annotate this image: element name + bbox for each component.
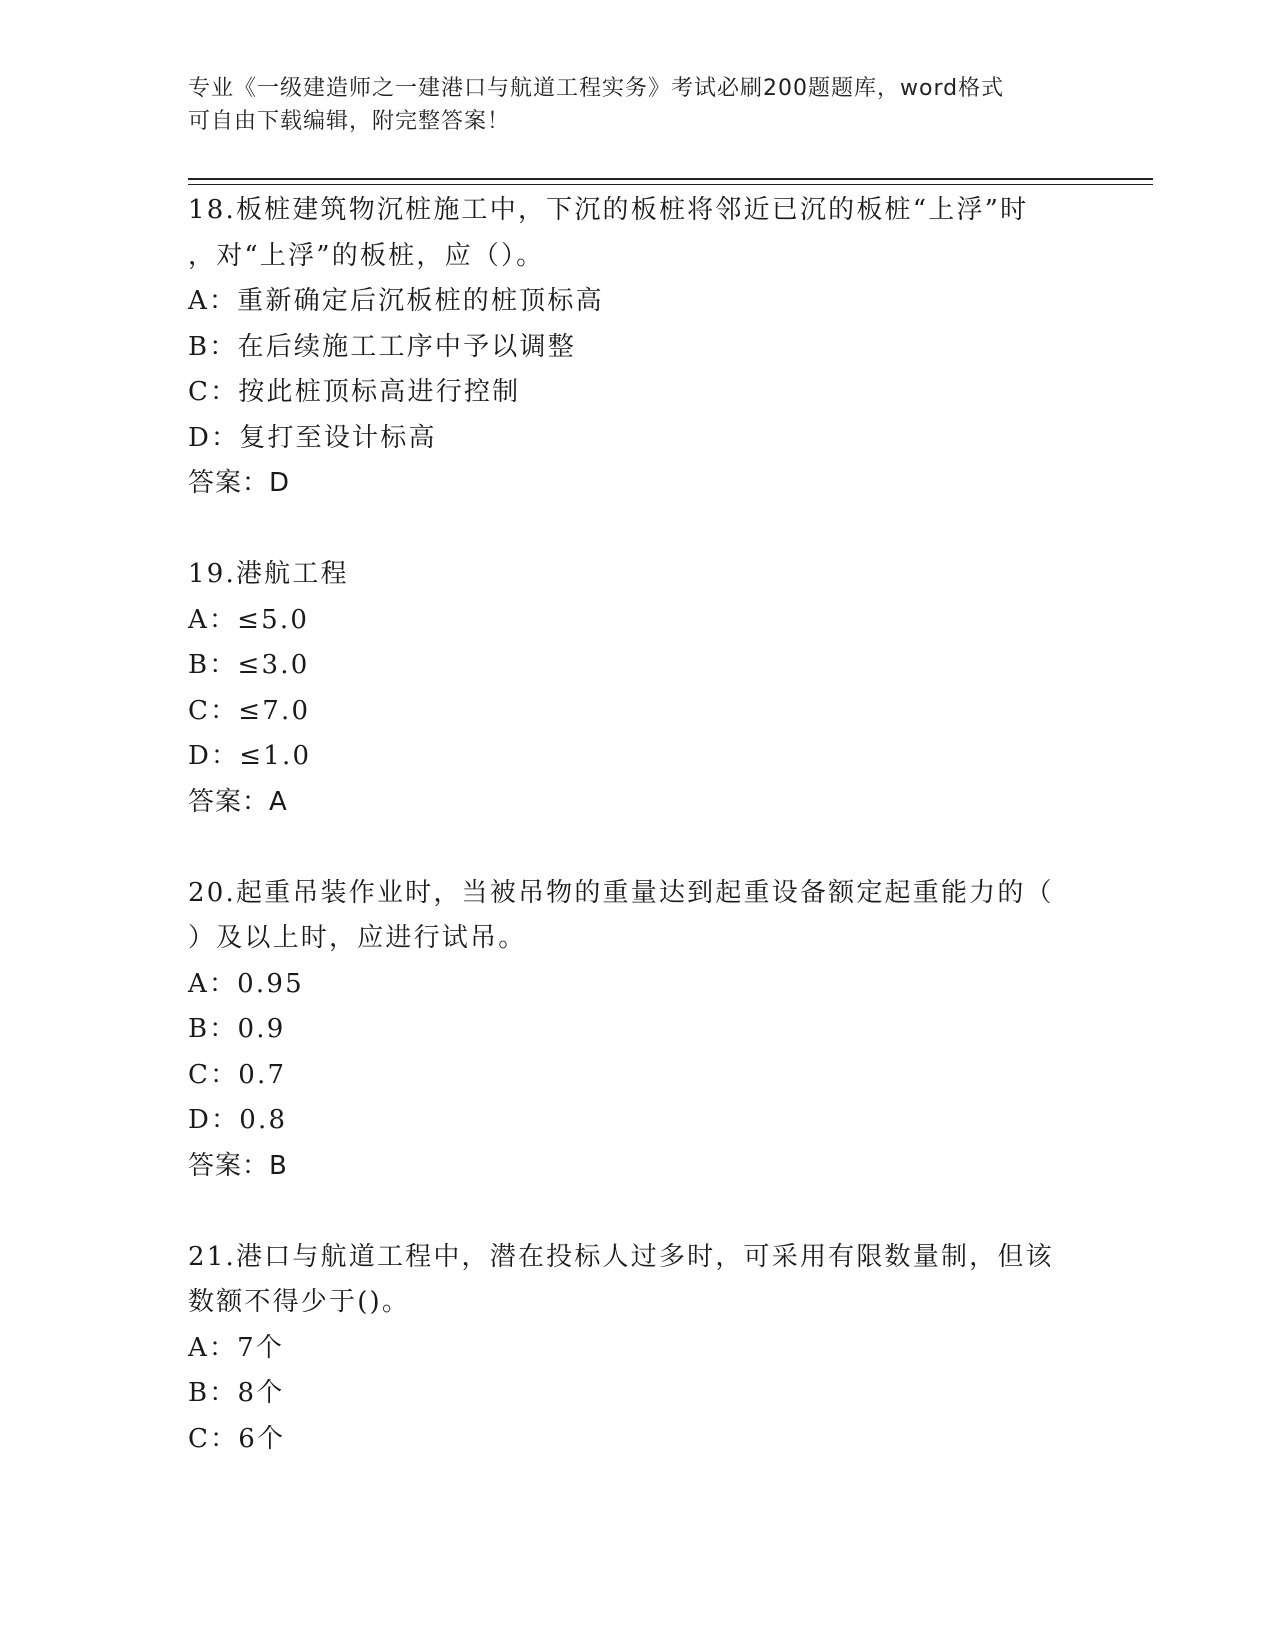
- question-20: [188, 871, 1088, 1235]
- question-spacer: [188, 825, 1088, 871]
- question-stem-line: ）及以上时，应进行试吊。: [188, 923, 527, 953]
- option-d: D：复打至设计标高: [188, 422, 437, 453]
- option-a: A：7个: [188, 1332, 285, 1363]
- option-b: B：在后续施工工序中予以调整: [188, 331, 576, 362]
- question-stem-line: 数额不得少于()。: [188, 1287, 411, 1317]
- header-rule: [188, 178, 1153, 180]
- option-c: C：6个: [188, 1423, 286, 1454]
- option-a: A：重新确定后沉板桩的桩顶标高: [188, 286, 604, 316]
- question-21: [188, 1235, 1088, 1463]
- header-line-2: 可自由下载编辑，附完整答案！: [188, 109, 511, 134]
- option-b: B：0.9: [188, 1014, 286, 1044]
- option-c: C：≤7.0: [188, 695, 311, 726]
- question-19: [188, 552, 1088, 871]
- option-c: C：0.7: [188, 1059, 287, 1090]
- question-stem-line: 18.板桩建筑物沉桩施工中，下沉的板桩将邻近已沉的板桩“上浮”时: [188, 195, 1029, 225]
- answer: 答案：A: [188, 786, 288, 817]
- option-b: B：≤3.0: [188, 650, 310, 680]
- question-list: [188, 188, 1088, 1462]
- option-d: D：≤1.0: [188, 741, 312, 771]
- header-rule-thin: [188, 184, 1153, 185]
- question-stem-line: 19.港航工程: [188, 559, 349, 589]
- question-stem-line: 20.起重吊装作业时，当被吊物的重量达到起重设备额定起重能力的（: [188, 877, 1054, 908]
- question-18: [188, 188, 1088, 552]
- option-c: C：按此桩顶标高进行控制: [188, 377, 521, 407]
- option-a: A：≤5.0: [188, 604, 310, 635]
- option-b: B：8个: [188, 1378, 285, 1408]
- question-stem-line: 21.港口与航道工程中，潜在投标人过多时，可采用有限数量制，但该: [188, 1241, 1054, 1272]
- answer: 答案：B: [188, 1150, 288, 1181]
- answer: 答案：D: [188, 468, 291, 498]
- option-a: A：0.95: [188, 968, 304, 999]
- question-spacer: [188, 1189, 1088, 1235]
- question-stem-line: ，对“上浮”的板桩，应（）。: [188, 240, 545, 271]
- question-spacer: [188, 507, 1088, 553]
- option-d: D：0.8: [188, 1105, 288, 1135]
- header-line-1: 专业《一级建造师之一建港口与航道工程实务》考试必刷200题题库，word格式: [188, 76, 1005, 101]
- page-header: [188, 72, 1068, 138]
